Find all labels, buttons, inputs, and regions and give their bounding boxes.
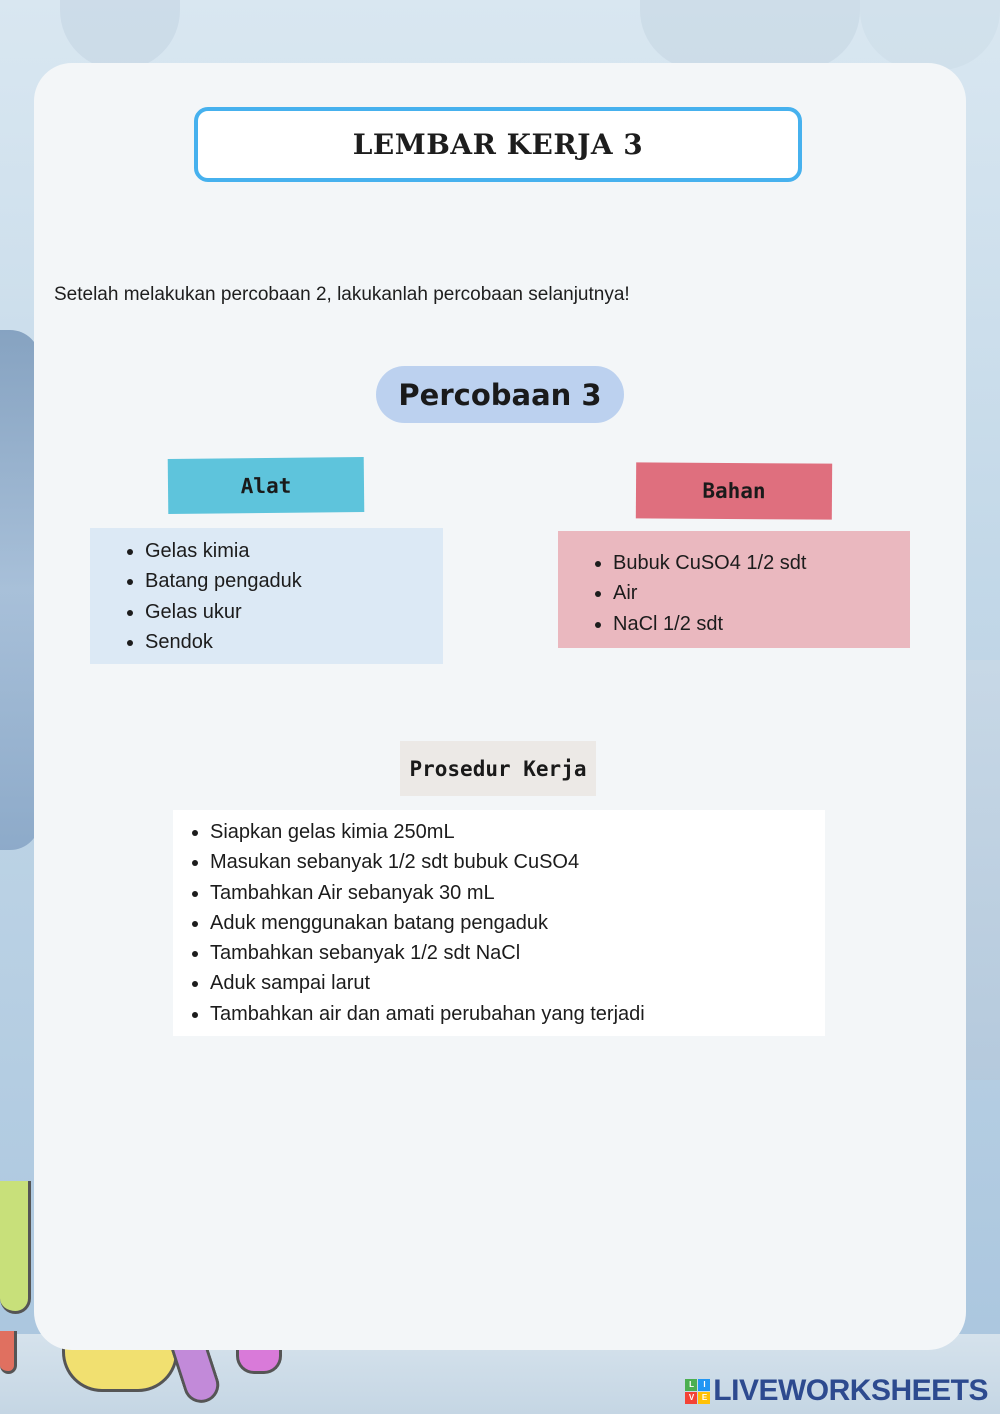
list-item: • Tambahkan air dan amati perubahan yang terjadi [210, 999, 825, 1029]
list-item: • Batang pengaduk [145, 566, 443, 596]
list-item: • Tambahkan Air sebanyak 30 mL [210, 878, 825, 908]
list-item: • Masukan sebanyak 1/2 sdt bubuk CuSO4 [210, 847, 825, 877]
alat-list [90, 536, 443, 657]
alat-label: Alat [168, 457, 365, 514]
liveworksheets-logo[interactable] [685, 1374, 988, 1408]
liveworksheets-logo-icon: L I V E [685, 1379, 710, 1404]
list-item: • Gelas kimia [145, 536, 443, 566]
prosedur-label: Prosedur Kerja [400, 741, 596, 796]
list-item: • Aduk menggunakan batang pengaduk [210, 908, 825, 938]
logo-text: LIVEWORKSHEETS [713, 1374, 988, 1407]
bahan-list [558, 548, 910, 639]
bahan-list-box [558, 531, 910, 648]
prosedur-list [173, 817, 825, 1029]
list-item: • Air [613, 578, 910, 608]
background-flask-decoration [60, 0, 180, 70]
background-flask-decoration [860, 0, 1000, 70]
bahan-label: Bahan [636, 462, 832, 519]
page-title: LEMBAR KERJA 3 [352, 128, 644, 161]
experiment-title-pill [376, 366, 624, 423]
alat-list-box [90, 528, 443, 664]
intro-text: Setelah melakukan percobaan 2, lakukanlah percobaan selanjutnya! [54, 284, 630, 305]
title-box [194, 107, 802, 182]
background-flask-decoration [640, 0, 860, 70]
list-item: • Gelas ukur [145, 597, 443, 627]
background-lab-decoration [960, 660, 1000, 1080]
list-item: • Aduk sampai larut [210, 968, 825, 998]
prosedur-list-box [173, 810, 825, 1036]
test-tube-icon [0, 1181, 31, 1314]
flask-icon [0, 1331, 17, 1374]
worksheet-card [34, 63, 966, 1350]
list-item: • NaCl 1/2 sdt [613, 609, 910, 639]
list-item: • Siapkan gelas kimia 250mL [210, 817, 825, 847]
list-item: • Bubuk CuSO4 1/2 sdt [613, 548, 910, 578]
list-item: • Sendok [145, 627, 443, 657]
experiment-title: Percobaan 3 [398, 377, 602, 412]
list-item: • Tambahkan sebanyak 1/2 sdt NaCl [210, 938, 825, 968]
